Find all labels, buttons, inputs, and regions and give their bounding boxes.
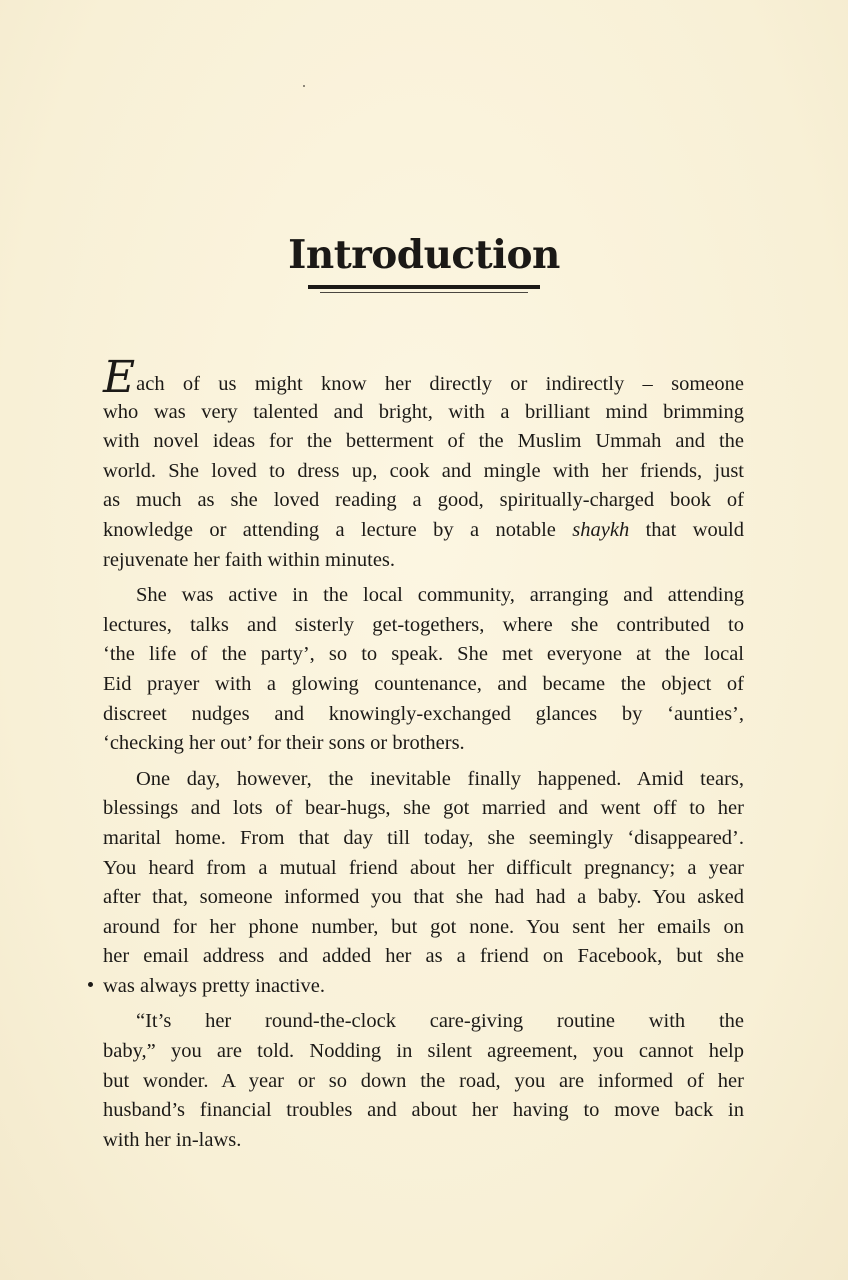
margin-bullet-mark <box>88 982 93 987</box>
title-underline-thick <box>308 285 540 289</box>
text-line: baby,” you are told. Nodding in silent agreement, you cannot help <box>103 1040 744 1063</box>
text-line: ‘the life of the party’, so to speak. She met everyone at the local <box>103 643 744 666</box>
text-line: discreet nudges and knowingly-exchanged glances by ‘aunties’, <box>103 702 744 725</box>
text-line: marital home. From that day till today, she seemingly ‘disappeared’. <box>103 826 744 849</box>
text-line: as much as she loved reading a good, spiritually-charged book of <box>103 489 744 512</box>
title-underline-thin <box>320 292 528 293</box>
text-line: but wonder. A year or so down the road, you are informed of her <box>103 1069 744 1092</box>
text-line: world. She loved to dress up, cook and mingle with her friends, just <box>103 459 744 482</box>
text-line: Eid prayer with a glowing countenance, and became the object of <box>103 672 744 695</box>
text-line: after that, someone informed you that she had had a baby. You asked <box>103 886 744 909</box>
text-line: with novel ideas for the betterment of the Muslim Ummah and the <box>103 430 744 453</box>
text-line: ‘checking her out’ for their sons or brothers. <box>103 732 465 755</box>
text-line: You heard from a mutual friend about her difficult pregnancy; a year <box>103 856 744 879</box>
text-line: blessings and lots of bear-hugs, she got married and went off to her <box>103 797 744 820</box>
italic-term: shaykh <box>572 518 630 541</box>
text-line: Each of us might know her directly or indirectly – someone <box>103 352 744 403</box>
text-line: She was active in the local community, arranging and attending <box>136 584 744 607</box>
text-line: with her in-laws. <box>103 1128 242 1151</box>
drop-cap: E <box>103 352 136 403</box>
text-line: her email address and added her as a friend on Facebook, but she <box>103 945 744 968</box>
print-speck <box>303 85 305 87</box>
text-line: around for her phone number, but got none. You sent her emails on <box>103 915 744 938</box>
text-line: husband’s financial troubles and about her having to move back in <box>103 1099 744 1122</box>
chapter-body <box>103 352 744 1155</box>
text-line: was always pretty inactive. <box>103 974 326 997</box>
text-line: knowledge or attending a lecture by a notable shaykh that would <box>103 518 744 541</box>
text-line: rejuvenate her faith within minutes. <box>103 548 396 571</box>
text-line: “It’s her round-the-clock care-giving routine with the <box>136 1010 744 1033</box>
text-line: who was very talented and bright, with a brilliant mind brimming <box>103 400 744 423</box>
text-line: One day, however, the inevitable finally happened. Amid tears, <box>136 767 744 790</box>
chapter-title: Introduction <box>288 232 560 278</box>
text-line: lectures, talks and sisterly get-togethers, where she contributed to <box>103 613 744 636</box>
